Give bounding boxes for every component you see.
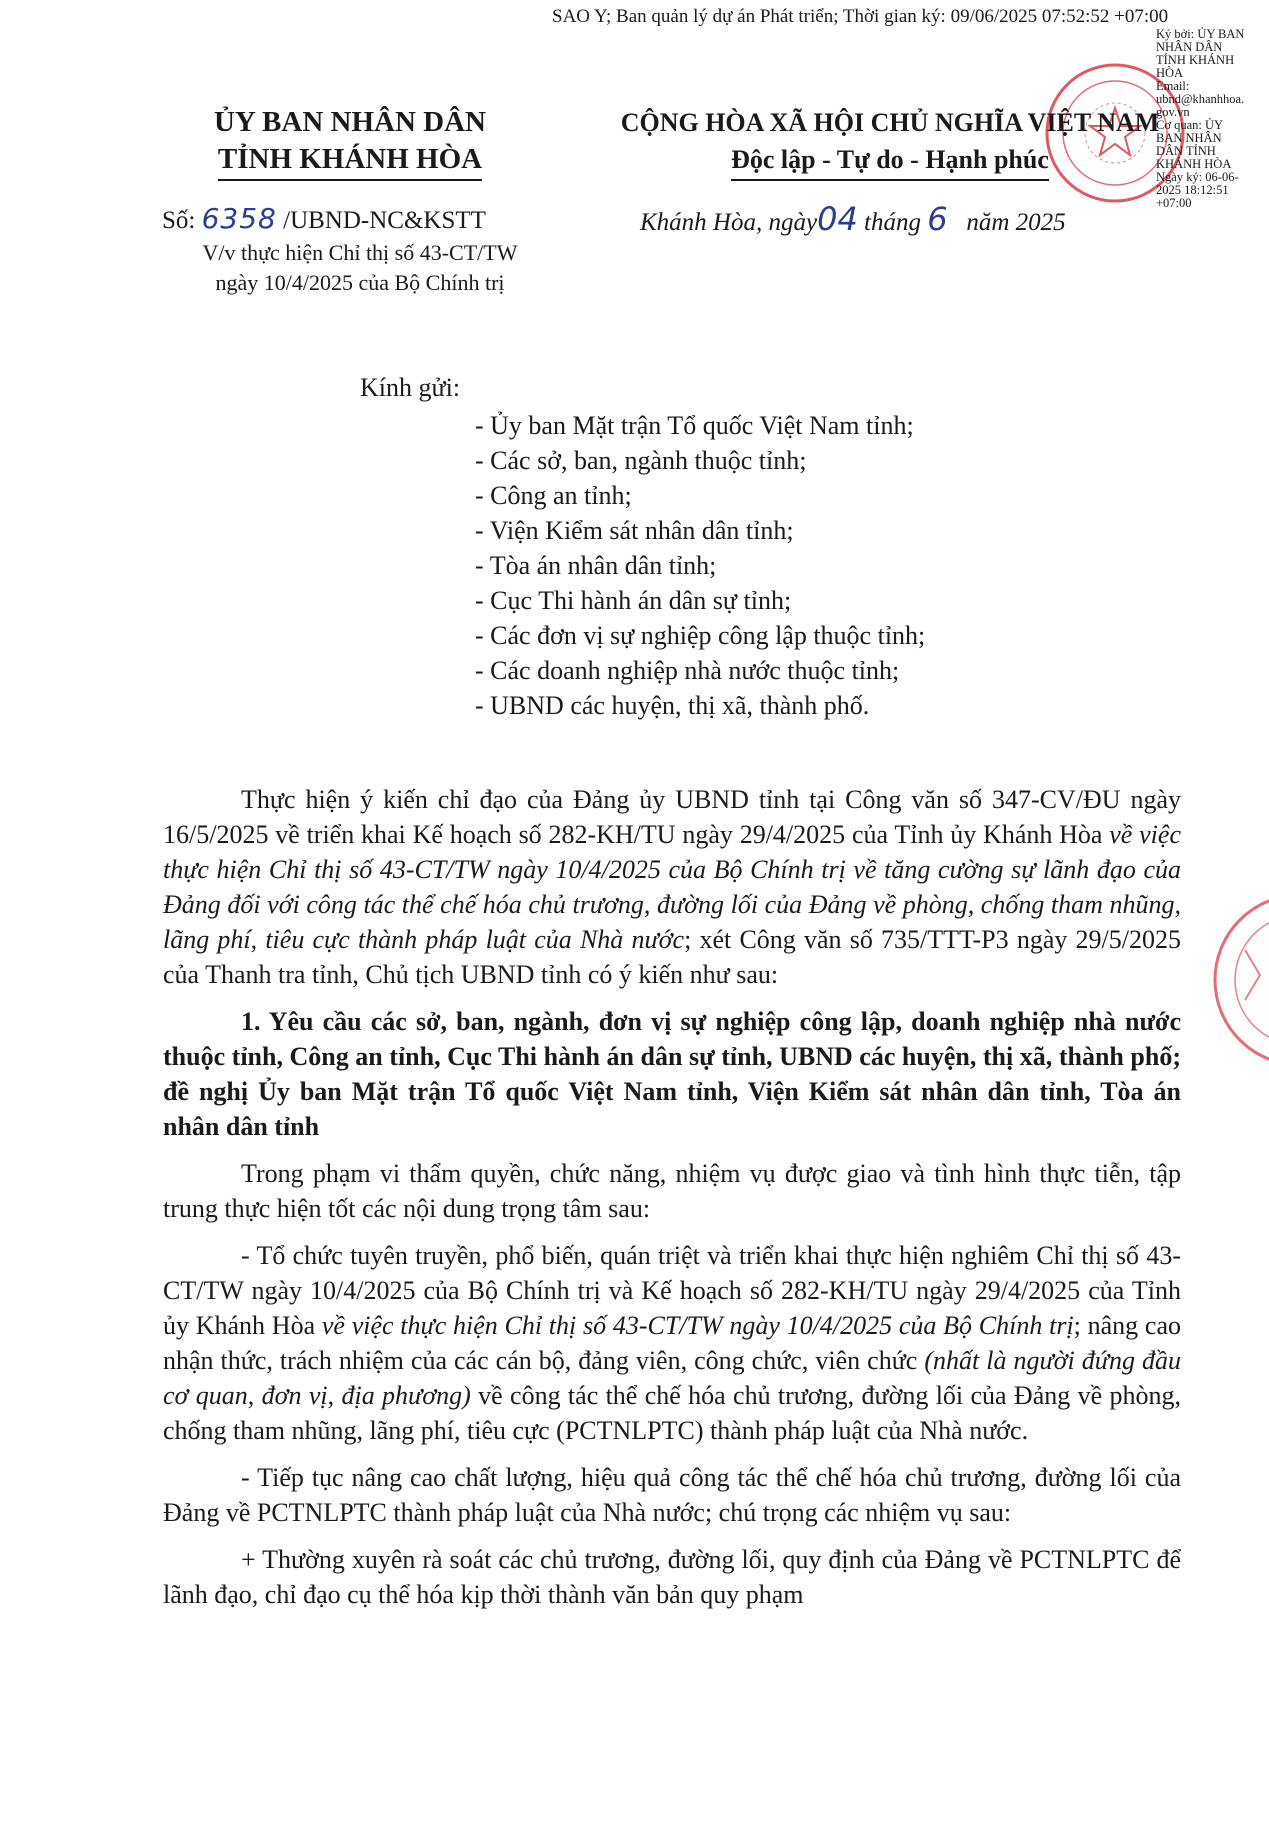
signature-line: HÒA (1156, 66, 1184, 80)
signature-line: DÂN TỈNH (1156, 144, 1216, 158)
recipient-item: - Cục Thi hành án dân sự tỉnh; (475, 586, 792, 615)
subject-line-2: ngày 10/4/2025 của Bộ Chính trị (215, 270, 505, 295)
task-1-text-mid: ; nâng cao nhận thức, trách nhiệm của các cán bộ, đảng viên, công chức, viên chức (163, 1311, 1182, 1375)
recipient-item: - Các đơn vị sự nghiệp công lập thuộc tỉnh; (475, 621, 926, 650)
signature-line: 2025 18:12:51 (1156, 183, 1229, 197)
nation-title: CỘNG HÒA XÃ HỘI CHỦ NGHĨA VIỆT NAM (620, 108, 1160, 137)
issuing-authority (140, 104, 560, 181)
task-1-italic-note: (nhất là người đứng đầu cơ quan, đơn vị, địa phương) (163, 1346, 1181, 1410)
task-1-text-end: về công tác thể chế hóa chủ trương, đường lối của Đảng về phòng, chống tham nhũng, lãng phí, tiêu cực (PCTNLPTC) thành pháp luật của Nhà nước. (163, 1381, 1181, 1445)
date-month: 6 (927, 200, 948, 238)
task-1-text: - Tổ chức tuyên truyền, phổ biến, quán triệt và triển khai thực hiện nghiêm Chỉ thị số 43-CT/TW ngày 10/4/2025 của Bộ Chính trị và Kế hoạch số 282-KH/TU ngày 29/4/2025 của Tỉnh ủy Khánh Hòa (163, 1241, 1181, 1340)
authority-line-2: TỈNH KHÁNH HÒA (218, 141, 482, 181)
recipient-item: - Công an tỉnh; (475, 481, 632, 510)
doc-number-handwritten: 6358 (201, 202, 277, 235)
recipients-heading: Kính gửi: (360, 373, 461, 402)
recipient-item: - Viện Kiểm sát nhân dân tỉnh; (475, 516, 794, 545)
recipients-list (475, 408, 925, 723)
signature-line: Ký bởi: ỦY BAN (1156, 27, 1245, 41)
signature-line: ubnd@khanhhoa. (1156, 92, 1245, 106)
doc-number-prefix: Số: (162, 207, 202, 234)
signature-line: NHÂN DÂN (1156, 40, 1223, 54)
signature-line: Cơ quan: ỦY (1156, 118, 1224, 132)
document-date (640, 200, 1066, 238)
paragraph-scope: Trong phạm vi thẩm quyền, chức năng, nhiệm vụ được giao và tình hình thực tiễn, tập trung thực hiện tốt các nội dung trọng tâm sau: (163, 1159, 1181, 1223)
date-year: năm 2025 (966, 209, 1066, 236)
paragraph-task-2: - Tiếp tục nâng cao chất lượng, hiệu quả công tác thể chế hóa chủ trương, đường lối của Đảng về PCTNLPTC thành pháp luật của Nhà nước; chú trọng các nhiệm vụ sau: (163, 1463, 1181, 1527)
recipient-item: - Tòa án nhân dân tỉnh; (475, 551, 717, 580)
intro-italic: về việc thực hiện Chỉ thị số 43-CT/TW ngày 10/4/2025 của Bộ Chính trị về tăng cường sự lãnh đạo của Đảng đối với công tác thể chế hóa chủ trương, đường lối của Đảng về phòng, chống tham nhũng, lãng phí, tiêu cực thành pháp luật của Nhà nước (163, 820, 1181, 954)
authority-line-1: ỦY BAN NHÂN DÂN (213, 106, 486, 138)
document-number (162, 202, 486, 235)
date-day: 04 (817, 200, 858, 238)
paragraph-subtask: + Thường xuyên rà soát các chủ trương, đường lối, quy định của Đảng về PCTNLPTC để lãnh đạo, chỉ đạo cụ thể hóa kịp thời thành văn bản quy phạm (163, 1545, 1181, 1609)
signature-line: KHÁNH HÒA (1156, 157, 1232, 171)
date-place: Khánh Hòa, ngày (640, 209, 818, 236)
recipient-item: - Các sở, ban, ngành thuộc tỉnh; (475, 446, 807, 475)
signature-line: gov.vn (1156, 105, 1190, 119)
intro-text: Thực hiện ý kiến chỉ đạo của Đảng ủy UBND tỉnh tại Công văn số 347-CV/ĐU ngày 16/5/2025 về triển khai Kế hoạch số 282-KH/TU ngày 29/4/2025 của Tỉnh ủy Khánh Hòa (163, 785, 1181, 849)
paragraph-intro (163, 782, 1181, 992)
task-1-italic: về việc thực hiện Chỉ thị số 43-CT/TW ngày 10/4/2025 của Bộ Chính trị (321, 1311, 1074, 1340)
date-month-label: tháng (864, 209, 921, 236)
digital-copy-stamp: SAO Y; Ban quản lý dự án Phát triển; Thời gian ký: 09/06/2025 07:52:52 +07:00 (552, 6, 1169, 27)
paragraph-task-1 (163, 1238, 1181, 1448)
signature-line: +07:00 (1156, 196, 1192, 210)
signature-line: Email: (1156, 79, 1190, 93)
document-subject (150, 238, 570, 298)
nation-motto: Độc lập - Tự do - Hạnh phúc (731, 141, 1049, 181)
partial-seal-icon (1205, 880, 1269, 1080)
signature-line: Ngày ký: 06-06- (1156, 170, 1239, 184)
recipient-item: - Ủy ban Mặt trận Tổ quốc Việt Nam tỉnh; (475, 411, 914, 440)
recipient-item: - Các doanh nghiệp nhà nước thuộc tỉnh; (475, 656, 900, 685)
intro-text-end: ; xét Công văn số 735/TTT-P3 ngày 29/5/2025 của Thanh tra tỉnh, Chủ tịch UBND tỉnh có ý kiến như sau: (163, 925, 1181, 989)
section-heading-1: 1. Yêu cầu các sở, ban, ngành, đơn vị sự nghiệp công lập, doanh nghiệp nhà nước thuộc tỉnh, Công an tỉnh, Cục Thi hành án dân sự tỉnh, UBND các huyện, thị xã, thành phố; đề nghị Ủy ban Mặt trận Tổ quốc Việt Nam tỉnh, Viện Kiểm sát nhân dân tỉnh, Tòa án nhân dân tỉnh (163, 1007, 1181, 1141)
national-heading (560, 104, 1220, 181)
doc-number-suffix: /UBND-NC&KSTT (276, 207, 486, 234)
signature-line: BAN NHÂN (1156, 131, 1222, 145)
subject-line-1: V/v thực hiện Chỉ thị số 43-CT/TW (202, 240, 518, 265)
recipient-item: - UBND các huyện, thị xã, thành phố. (475, 691, 870, 720)
document-body (163, 782, 1181, 1612)
signature-line: TỈNH KHÁNH (1156, 53, 1235, 67)
